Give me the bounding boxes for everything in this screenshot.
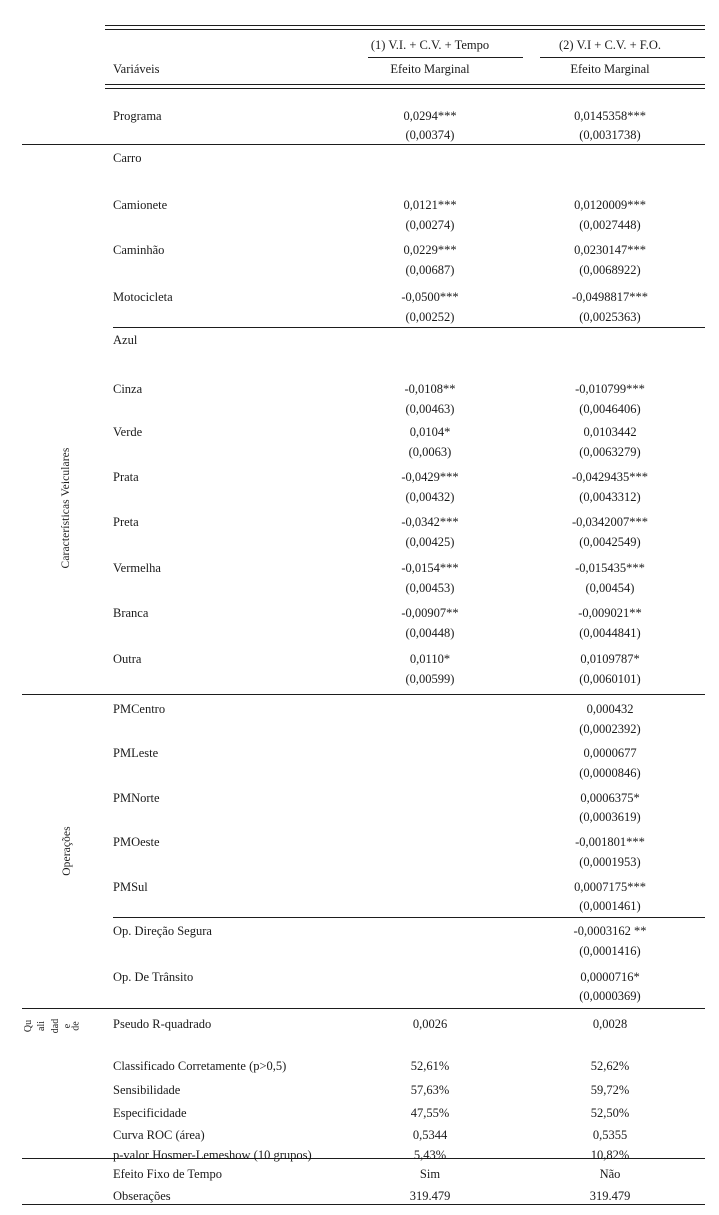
row-value-model-2: -0,0429435*** (571, 470, 649, 484)
row-value-model-1: 47,55% (410, 1106, 450, 1120)
column-2-subtitle: Efeito Marginal (570, 62, 650, 76)
fit-quality-fragment-4: e (61, 1023, 73, 1029)
table-row (0, 920, 719, 943)
fit-quality-fragment-5: de (70, 1021, 82, 1031)
table-row (0, 286, 719, 309)
row-label: Vermelha (113, 561, 161, 575)
row-value-model-1: -0,0500*** (401, 290, 459, 304)
table-row (0, 852, 719, 875)
row-label: Curva ROC (área) (113, 1128, 205, 1142)
row-value-model-1: 0,0121*** (403, 198, 457, 212)
row-label: Op. Direção Segura (113, 924, 212, 938)
row-value-model-2: 319.479 (589, 1189, 631, 1203)
row-label: Obserações (113, 1189, 171, 1203)
row-value-model-1: (0,00453) (405, 581, 455, 595)
row-value-model-2: (0,0002392) (579, 722, 641, 736)
header-bottom-rule-outer (105, 84, 705, 85)
table-row (0, 466, 719, 489)
row-value-model-1: 52,61% (410, 1059, 450, 1073)
table-row (0, 1034, 719, 1057)
row-value-model-2: 52,62% (590, 1059, 630, 1073)
row-label: Verde (113, 425, 143, 439)
table-row (0, 215, 719, 238)
row-value-model-2: (0,0044841) (579, 626, 641, 640)
row-value-model-2: 0,000432 (586, 702, 634, 716)
table-row (0, 532, 719, 555)
row-value-model-2: 0,5355 (592, 1128, 628, 1142)
row-label: Pseudo R-quadrado (113, 1017, 212, 1031)
row-label: Branca (113, 606, 149, 620)
table-row (0, 442, 719, 465)
group-label-operations: Operações (61, 826, 73, 876)
row-label: Camionete (113, 198, 168, 212)
row-label: Motocicleta (113, 290, 173, 304)
row-label: Outra (113, 652, 142, 666)
table-row (0, 421, 719, 444)
table-row (0, 169, 719, 192)
table-row (0, 1163, 719, 1186)
row-value-model-2: (0,0031738) (579, 128, 641, 142)
row-value-model-2: 0,0120009*** (574, 198, 646, 212)
row-label: Cinza (113, 382, 143, 396)
table-row (0, 329, 719, 352)
row-label: Azul (113, 333, 138, 347)
table-row (0, 260, 719, 283)
row-label: PMLeste (113, 746, 159, 760)
row-value-model-1: (0,00374) (405, 128, 455, 142)
row-label: p-valor Hosmer-Lemeshow (10 grupos) (113, 1148, 312, 1162)
table-row (0, 941, 719, 964)
row-label: Sensibilidade (113, 1083, 181, 1097)
row-value-model-2: (0,0000369) (579, 989, 641, 1003)
row-value-model-2: 0,0103442 (583, 425, 637, 439)
row-value-model-2: -0,0342007*** (571, 515, 649, 529)
header-bottom-rule-inner (105, 88, 705, 89)
row-value-model-1: (0,00432) (405, 490, 455, 504)
row-value-model-1: -0,00907** (401, 606, 459, 620)
row-label: Prata (113, 470, 139, 484)
row-label: PMOeste (113, 835, 160, 849)
table-row (0, 623, 719, 646)
row-value-model-1: 0,5344 (412, 1128, 448, 1142)
section-rule-after-colors (22, 694, 705, 695)
table-row (0, 1102, 719, 1125)
row-value-model-1: (0,00252) (405, 310, 455, 324)
table-row (0, 578, 719, 601)
row-value-model-2: (0,00454) (585, 581, 635, 595)
row-value-model-2: 0,0028 (592, 1017, 628, 1031)
fit-quality-fragment-2: ali (36, 1021, 48, 1031)
table-row (0, 1079, 719, 1102)
table-row (0, 698, 719, 721)
table-row (0, 669, 719, 692)
table-row (0, 399, 719, 422)
row-value-model-1: -0,0342*** (401, 515, 459, 529)
row-label: Caminhão (113, 243, 165, 257)
row-value-model-1: (0,00274) (405, 218, 455, 232)
row-value-model-2: 59,72% (590, 1083, 630, 1097)
row-value-model-2: (0,0046406) (579, 402, 641, 416)
table-top-rule-inner (105, 29, 705, 30)
table-row (0, 742, 719, 765)
row-label: Carro (113, 151, 142, 165)
row-value-model-1: (0,0063) (408, 445, 452, 459)
row-value-model-1: 57,63% (410, 1083, 450, 1097)
row-value-model-1: (0,00425) (405, 535, 455, 549)
row-value-model-2: -0,015435*** (575, 561, 645, 575)
column-1-subtitle: Efeito Marginal (390, 62, 470, 76)
row-value-model-2: 0,0109787* (580, 652, 640, 666)
row-value-model-2: 0,0000677 (583, 746, 637, 760)
row-value-model-2: -0,009021** (578, 606, 642, 620)
row-value-model-1: -0,0429*** (401, 470, 459, 484)
row-value-model-2: 52,50% (590, 1106, 630, 1120)
table-row (0, 351, 719, 374)
table-row (0, 719, 719, 742)
column-2-title: (2) V.I + C.V. + F.O. (558, 38, 661, 52)
row-value-model-2: (0,0060101) (579, 672, 641, 686)
table-row (0, 557, 719, 580)
table-row (0, 147, 719, 170)
table-row (0, 807, 719, 830)
row-value-model-2: 0,0000716* (580, 970, 640, 984)
row-value-model-1: 0,0110* (409, 652, 451, 666)
row-value-model-1: -0,0108** (404, 382, 456, 396)
table-row (0, 896, 719, 919)
row-value-model-1: 0,0294*** (403, 109, 457, 123)
row-value-model-1: (0,00463) (405, 402, 455, 416)
row-value-model-2: 0,0007175*** (574, 880, 646, 894)
row-value-model-2: -0,0498817*** (571, 290, 649, 304)
table-row (0, 125, 719, 148)
table-row (0, 378, 719, 401)
row-value-model-1: 0,0229*** (403, 243, 457, 257)
group-label-vehicle-characteristics: Características Veiculares (60, 447, 72, 569)
variables-header-label: Variáveis (113, 62, 160, 76)
column-1-title: (1) V.I. + C.V. + Tempo (370, 38, 490, 52)
row-value-model-2: -0,010799*** (575, 382, 645, 396)
row-value-model-1: (0,00599) (405, 672, 455, 686)
row-value-model-1: (0,00687) (405, 263, 455, 277)
row-value-model-2: Não (599, 1167, 621, 1181)
table-row (0, 831, 719, 854)
table-row (0, 487, 719, 510)
row-value-model-2: (0,0042549) (579, 535, 641, 549)
table-row (0, 1055, 719, 1078)
row-value-model-2: (0,0000846) (579, 766, 641, 780)
table-row (0, 511, 719, 534)
row-value-model-2: (0,0063279) (579, 445, 641, 459)
row-value-model-1: -0,0154*** (401, 561, 459, 575)
row-value-model-1: 0,0026 (412, 1017, 448, 1031)
row-value-model-2: 0,0230147*** (574, 243, 646, 257)
row-value-model-2: 0,0006375* (580, 791, 640, 805)
row-value-model-2: (0,0027448) (579, 218, 641, 232)
row-label: PMSul (113, 880, 148, 894)
fit-quality-fragment-1: Qu (23, 1019, 35, 1033)
table-row (0, 1013, 719, 1036)
row-value-model-2: 0,0145358*** (574, 109, 646, 123)
table-row (0, 239, 719, 262)
table-row (0, 648, 719, 671)
row-label: Efeito Fixo de Tempo (113, 1167, 222, 1181)
row-value-model-2: (0,0001461) (579, 899, 641, 913)
row-value-model-2: (0,0025363) (579, 310, 641, 324)
row-value-model-1: 319.479 (409, 1189, 451, 1203)
row-value-model-2: (0,0001953) (579, 855, 641, 869)
fit-quality-fragment-3: dad (50, 1018, 62, 1034)
table-row (0, 194, 719, 217)
row-value-model-1: 5,43% (413, 1148, 447, 1162)
row-value-model-2: (0,0003619) (579, 810, 641, 824)
row-value-model-2: -0,0003162 ** (573, 924, 647, 938)
row-value-model-2: -0,001801*** (575, 835, 645, 849)
row-label: Op. De Trânsito (113, 970, 194, 984)
row-label: Especificidade (113, 1106, 187, 1120)
row-value-model-1: 0,0104* (409, 425, 451, 439)
row-label: PMCentro (113, 702, 166, 716)
table-top-rule-outer (105, 25, 705, 26)
table-row (0, 1185, 719, 1208)
table-row (0, 307, 719, 330)
row-label: Classificado Corretamente (p>0,5) (113, 1059, 287, 1073)
table-row (0, 763, 719, 786)
row-value-model-1: Sim (419, 1167, 441, 1181)
row-label: PMNorte (113, 791, 160, 805)
row-value-model-2: (0,0001416) (579, 944, 641, 958)
row-value-model-1: (0,00448) (405, 626, 455, 640)
table-row (0, 986, 719, 1009)
row-label: Programa (113, 109, 162, 123)
row-label: Preta (113, 515, 139, 529)
table-row (0, 602, 719, 625)
row-value-model-2: (0,0068922) (579, 263, 641, 277)
row-value-model-2: 10,82% (590, 1148, 630, 1162)
row-value-model-2: (0,0043312) (579, 490, 641, 504)
